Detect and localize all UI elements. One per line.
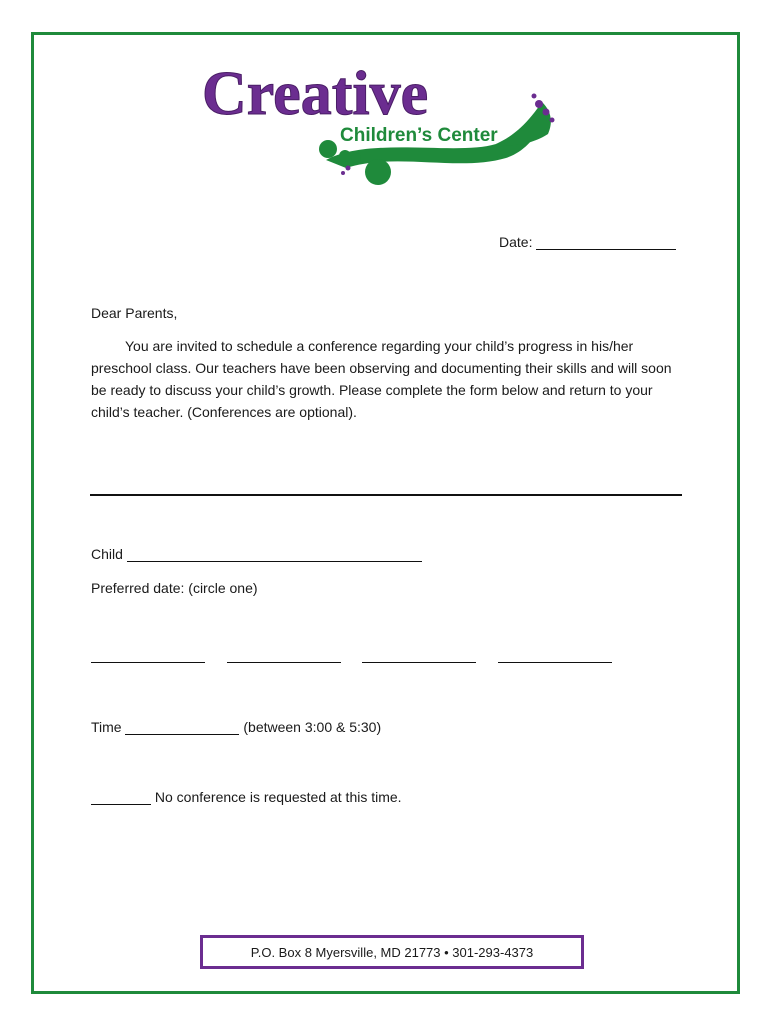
- child-label: Child: [91, 546, 123, 562]
- time-note: (between 3:00 & 5:30): [243, 719, 382, 735]
- child-field[interactable]: [91, 543, 422, 565]
- time-field[interactable]: [91, 716, 381, 738]
- logo-dot: [550, 118, 555, 123]
- logo-dot: [346, 166, 351, 171]
- logo-dot-large: [365, 159, 391, 185]
- creative-childrens-center-logo: [196, 52, 566, 192]
- logo-sub-text: Children’s Center: [340, 125, 498, 146]
- time-blank[interactable]: [125, 720, 239, 735]
- footer-address: P.O. Box 8 Myersville, MD 21773 • 301-293-4373: [250, 944, 534, 960]
- date-blank[interactable]: [536, 235, 676, 250]
- logo-swoosh-tip: [496, 102, 551, 145]
- logo-dot: [543, 109, 550, 116]
- body-paragraph: You are invited to schedule a conference regarding your child’s progress in his/her preschool class. Our teachers have been observing and documenting their skills and will soon be ready to discuss your child’s growth. Please complete the form below and return to your child’s teacher. (Conferences are optional).: [91, 338, 672, 420]
- logo-dot: [351, 153, 361, 163]
- preferred-date-label: Preferred date: (circle one): [91, 580, 258, 596]
- time-label: Time: [91, 719, 122, 735]
- no-conference-blank[interactable]: [91, 790, 151, 805]
- logo-dot: [339, 150, 351, 162]
- logo-main-text: Creative: [202, 60, 429, 128]
- child-blank[interactable]: [127, 547, 422, 562]
- logo-dot: [532, 94, 537, 99]
- preferred-date-blank-1[interactable]: [91, 662, 205, 663]
- footer-address-box: [200, 935, 584, 969]
- no-conference-field[interactable]: [91, 786, 402, 808]
- logo-dot: [535, 100, 543, 108]
- preferred-date-blank-3[interactable]: [362, 662, 476, 663]
- preferred-date-blank-2[interactable]: [227, 662, 341, 663]
- logo-dot: [341, 171, 345, 175]
- date-field[interactable]: [499, 231, 676, 253]
- section-divider: [90, 494, 682, 496]
- logo-dot: [319, 140, 337, 158]
- greeting: Dear Parents,: [91, 305, 178, 321]
- preferred-date-blank-4[interactable]: [498, 662, 612, 663]
- no-conference-label: No conference is requested at this time.: [154, 789, 402, 805]
- date-label: Date:: [499, 234, 533, 250]
